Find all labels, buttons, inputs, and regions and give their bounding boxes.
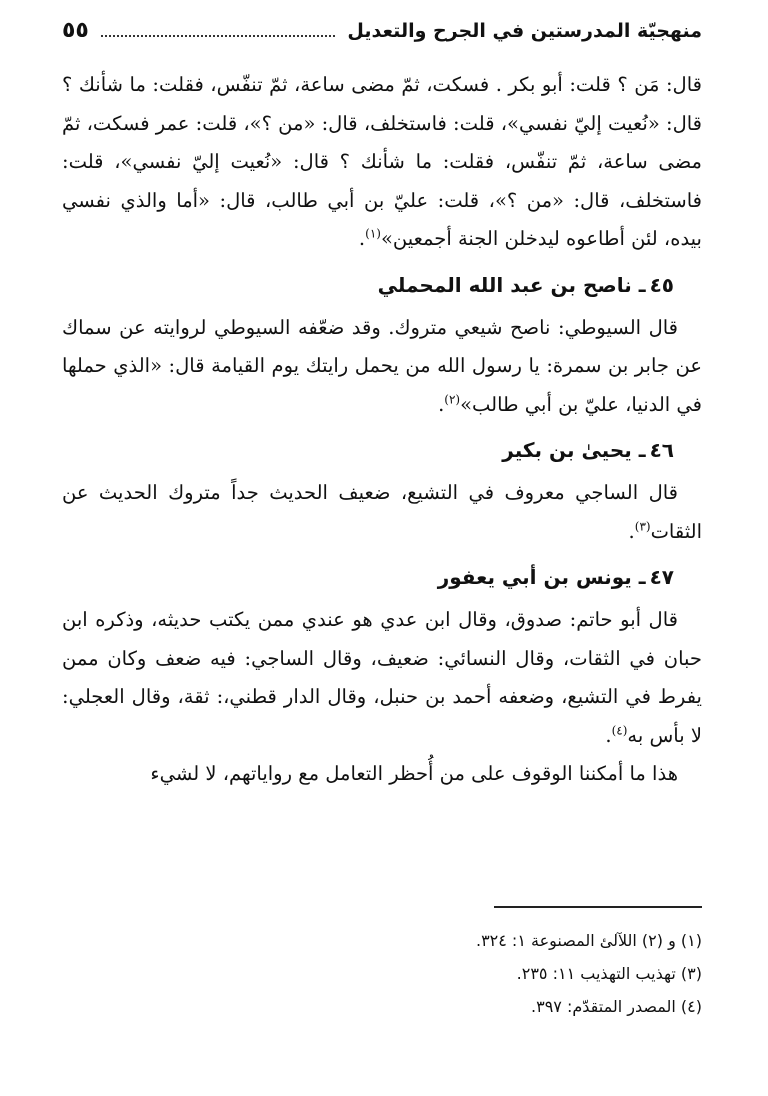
paragraph-text: هذا ما أمكننا الوقوف على من أُحظر التعامل مع رواياتهم، لا لشيء (150, 762, 678, 785)
paragraph-text: قال الساجي معروف في التشيع، ضعيف الحديث جداً متروك الحديث عن الثقات (62, 481, 702, 543)
footnote-ref: (٤) (611, 723, 628, 737)
footnotes (62, 924, 702, 1023)
dotted-leader (101, 21, 336, 37)
footnote-1-2: (١) و (٢) اللآلئ المصنوعة ١: ٣٢٤. (475, 931, 702, 950)
paragraph-entry-45 (62, 309, 702, 425)
entry-number: ٤٦ (649, 438, 674, 462)
paragraph-text: قال أبو حاتم: صدوق، وقال ابن عدي هو عندي ممن يكتب حديثه، وذكره ابن حبان في الثقات، وقال النسائي: ضعيف، وقال الساجي: فيه ضعف وكان ممن يفرط في التشيع، وضعفه أحمد بن حنبل، وقال الدار قطني،: ثقة، وقال العجلي: لا بأس به (62, 608, 702, 747)
page-number: ٥٥ (62, 18, 89, 43)
paragraph-text: قال السيوطي: ناصح شيعي متروك. وقد ضعّفه السيوطي لروايته عن سماك عن جابر بن سمرة: يا رسول الله من يحمل رايتك يوم القيامة قال: «الذي حملها في الدنيا، عليّ بن أبي طالب» (62, 315, 702, 416)
paragraph-hadith-continuation (62, 66, 702, 259)
entry-heading-45 (62, 265, 702, 305)
footnote-4: (٤) المصدر المتقدّم: ٣٩٧. (531, 997, 702, 1016)
entry-heading-47 (62, 557, 702, 597)
running-head (62, 18, 702, 58)
entry-heading-46 (62, 430, 702, 470)
paragraph-end: . (438, 392, 445, 416)
footnote-ref: (٢) (444, 392, 461, 406)
footnote-ref: (١) (365, 226, 381, 241)
paragraph-entry-47 (62, 601, 702, 755)
entry-number: ٤٥ (649, 272, 674, 297)
running-title: منهجيّة المدرستين في الجرح والتعديل (347, 20, 702, 42)
paragraph-text: قال: مَن ؟ قلت: أبو بكر . فسكت، ثمّ مضى ساعة، ثمّ تنفّس، فقلت: ما شأنك ؟ قال: «نُعيت إليّ نفسي»، قلت: فاستخلف، قال: «من ؟»، قلت: عمر فسكت، ثمّ مضى ساعة، ثمّ تنفّس، فقلت: ما شأنك ؟ قال: «نُعيت إليّ نفسي»، قلت: فاستخلف، قال: «من ؟»، قلت: عليّ بن أبي طالب، قال: «أما والذي نفسي بيده، لئن أطاعوه ليدخلن الجنة أجمعين» (62, 73, 702, 250)
paragraph-end: . (605, 723, 612, 747)
entry-name: ـ يحيىٰ بن بكير (502, 438, 646, 462)
footnote-separator (494, 906, 702, 908)
document-page (62, 18, 702, 1078)
entry-name: ـ ناصح بن عبد الله المحملي (377, 272, 646, 297)
paragraph-end: . (628, 519, 635, 543)
paragraph-closing (62, 755, 702, 794)
paragraph-end: . (358, 227, 366, 250)
footnote-3: (٣) تهذيب التهذيب ١١: ٢٣٥. (516, 964, 702, 983)
entry-name: ـ يونس بن أبي يعفور (437, 565, 646, 589)
entry-number: ٤٧ (649, 565, 674, 589)
paragraph-entry-46 (62, 474, 702, 551)
footnote-ref: (٣) (634, 519, 651, 533)
